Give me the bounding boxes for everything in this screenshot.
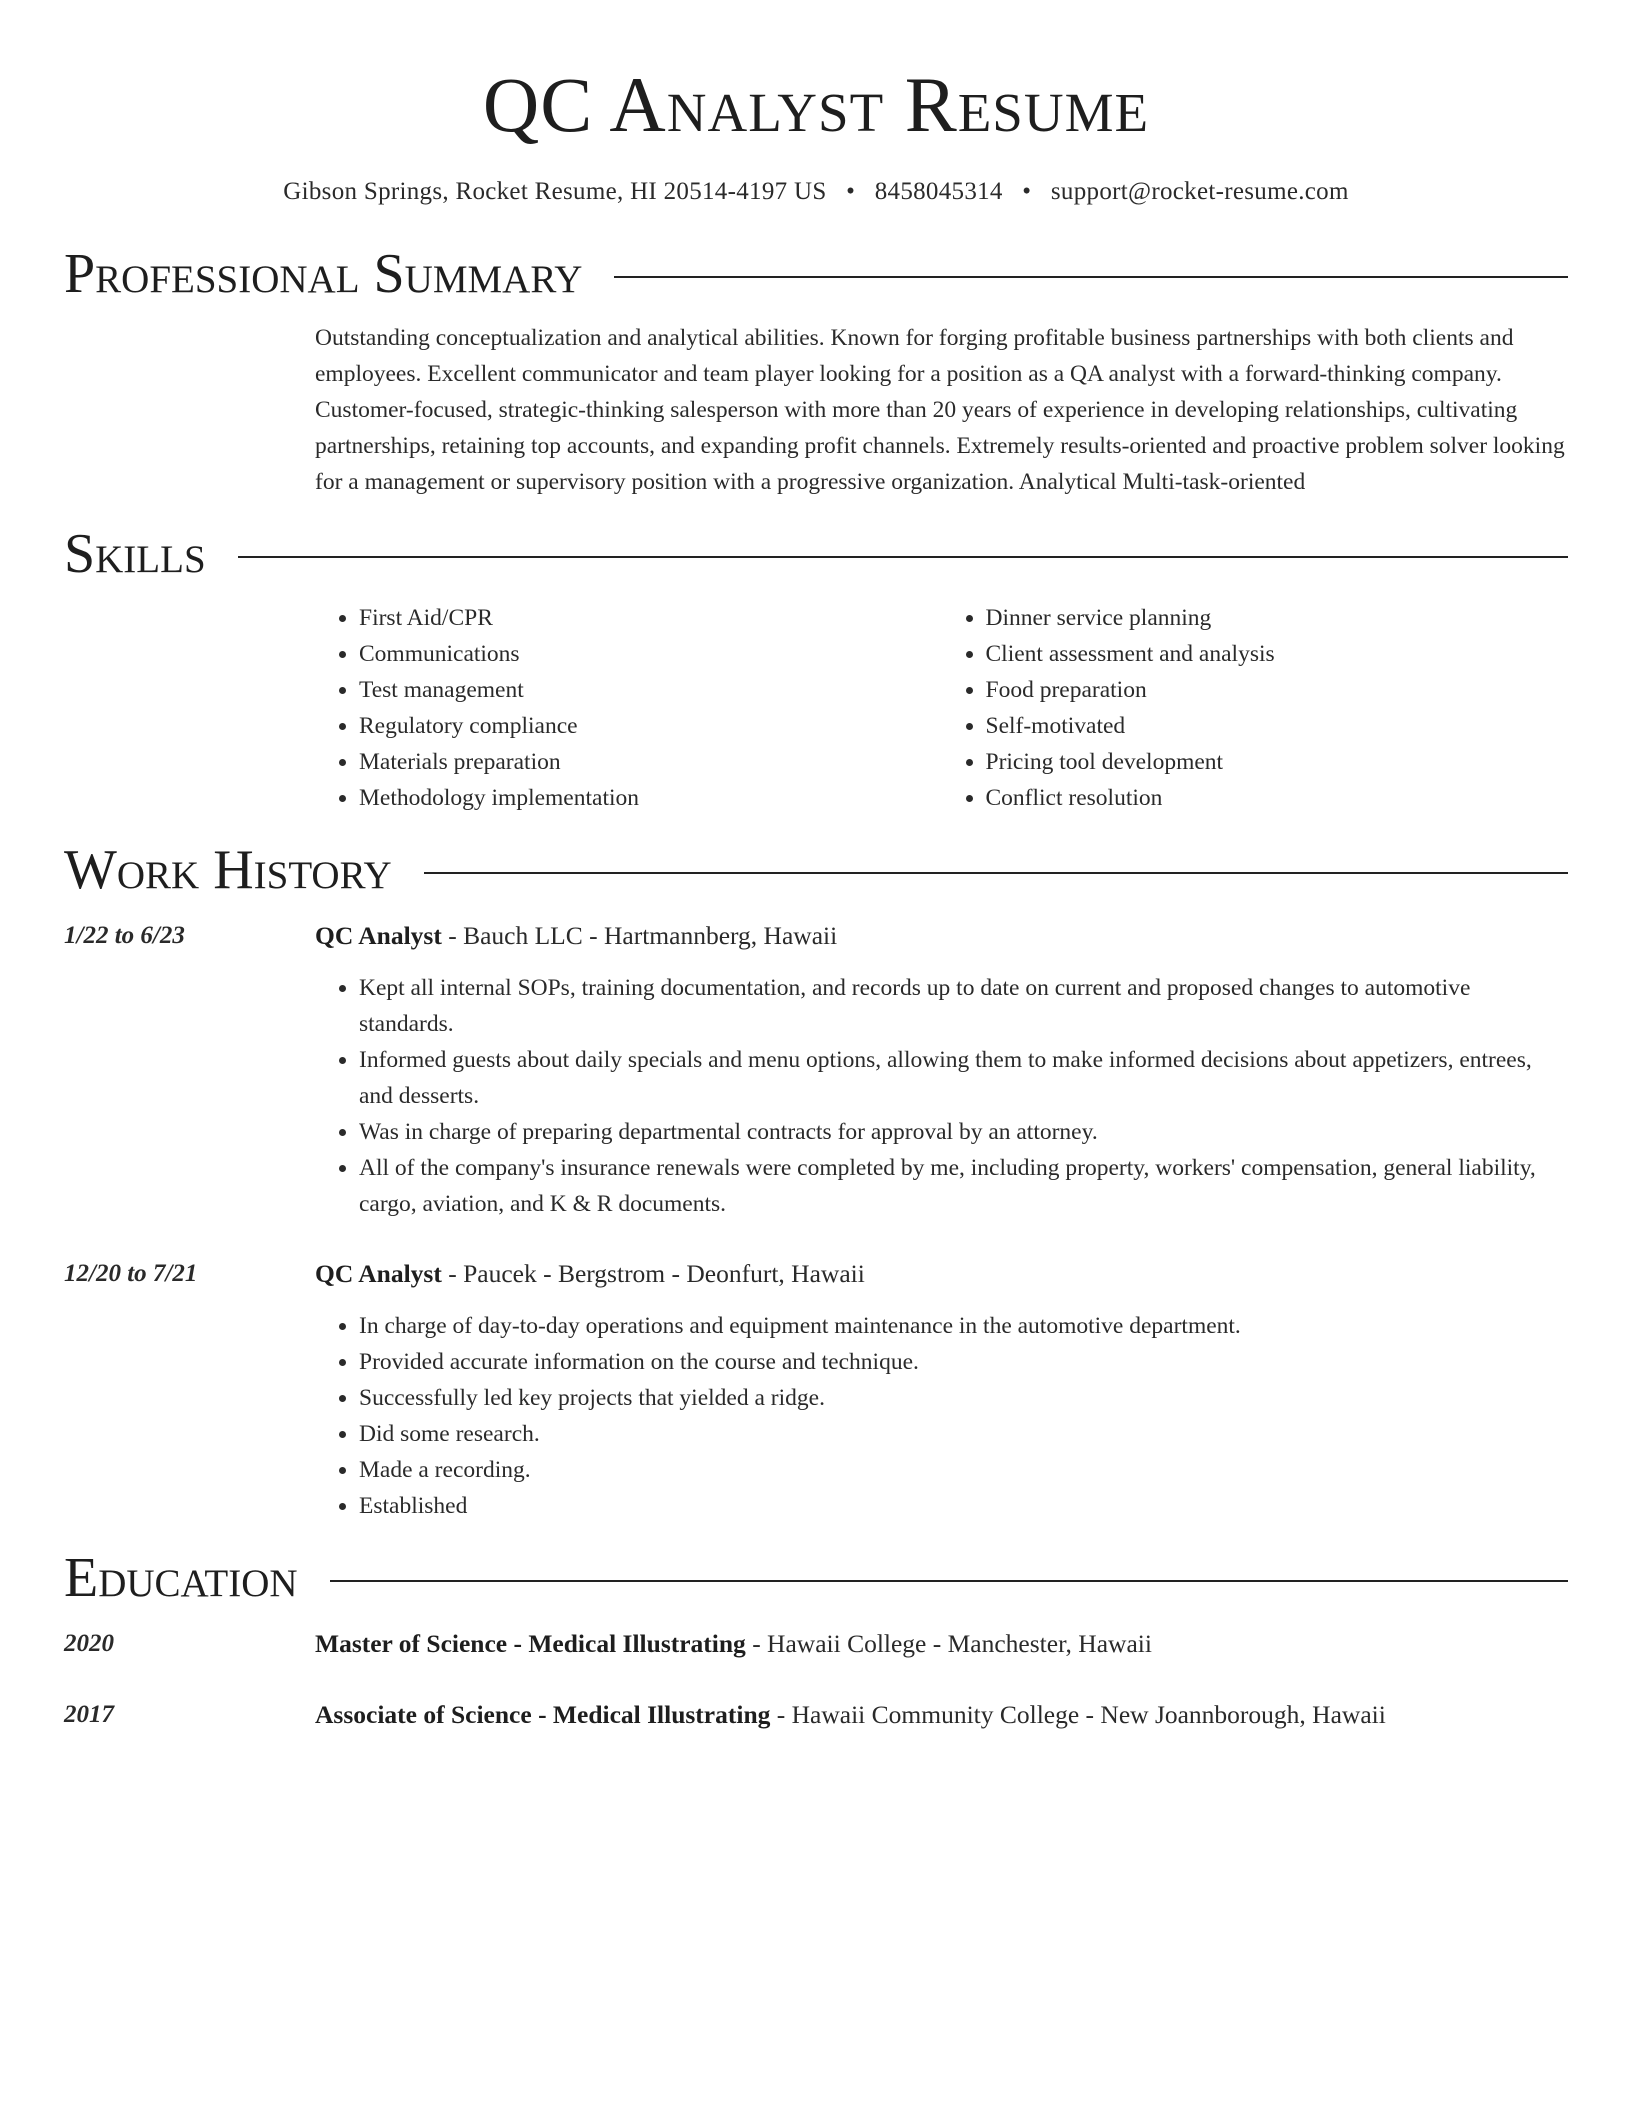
skill-item: • Regulatory compliance [359, 708, 942, 744]
section-divider [238, 556, 1568, 558]
job-entry [64, 918, 1568, 1222]
job-dates: 12/20 to 7/21 [64, 1260, 198, 1287]
job-bullet: • All of the company's insurance renewals were completed by me, including property, workers' compensation, general liability, cargo, aviation, and K & R documents. [359, 1150, 1568, 1222]
job-dates: 1/22 to 6/23 [64, 922, 185, 949]
skill-item: • First Aid/CPR [359, 600, 942, 636]
skill-item: • Test management [359, 672, 942, 708]
address: Gibson Springs, Rocket Resume, HI 20514-4197 US [283, 178, 827, 205]
education-entry [64, 1626, 1568, 1662]
contact-line [64, 176, 1568, 208]
summary-text: Outstanding conceptualization and analytical abilities. Known for forging profitable business partnerships with both clients and employees. Excellent communicator and team player looking for a position as a QA analyst with a forward-thinking company. Customer-focused, strategic-thinking salesperson with more than 20 years of experience in developing relationships, cultivating partnerships, retaining top accounts, and expanding profit channels. Extremely results-oriented and proactive problem solver looking for a management or supervisory position with a progressive organization. Analytical Multi-task-oriented [315, 325, 1565, 495]
job-bullets [315, 970, 1568, 1222]
separator-dot: • [1022, 178, 1032, 205]
email: support@rocket-resume.com [1050, 178, 1349, 205]
summary-section-header [64, 238, 1568, 310]
job-bullets [315, 1308, 1568, 1524]
skills-list [315, 600, 1568, 816]
education-entry [64, 1697, 1568, 1733]
school: - Hawaii College - Manchester, Hawaii [745, 1629, 1152, 1658]
school: - Hawaii Community College - New Joannborough, Hawaii [770, 1700, 1386, 1729]
skill-item: • Client assessment and analysis [986, 636, 1569, 672]
education-headline [315, 1626, 1568, 1662]
job-bullet: • In charge of day-to-day operations and equipment maintenance in the automotive department. [359, 1308, 1568, 1344]
job-bullet: • Did some research. [359, 1416, 1568, 1452]
skill-item: • Conflict resolution [986, 780, 1569, 816]
job-bullet: • Kept all internal SOPs, training documentation, and records up to date on current and proposed changes to automotive standards. [359, 970, 1568, 1042]
skill-item: • Methodology implementation [359, 780, 942, 816]
section-divider [330, 1580, 1568, 1582]
summary-heading: Professional Summary [64, 243, 583, 305]
summary-body [315, 320, 1568, 500]
skills-section-header [64, 518, 1568, 590]
work-heading: Work History [64, 839, 392, 901]
job-bullet: • Informed guests about daily specials and menu options, allowing them to make informed decisions about appetizers, entrees, and desserts. [359, 1042, 1568, 1114]
job-bullet: • Established [359, 1488, 1568, 1524]
skill-item: • Self-motivated [986, 708, 1569, 744]
job-bullet: • Successfully led key projects that yielded a ridge. [359, 1380, 1568, 1416]
job-company: - Bauch LLC - Hartmannberg, Hawaii [441, 921, 838, 950]
separator-dot: • [846, 178, 856, 205]
job-details [315, 918, 1568, 1222]
skill-item: • Food preparation [986, 672, 1569, 708]
skills-column-left [315, 600, 942, 816]
education-headline [315, 1697, 1568, 1733]
job-title: QC Analyst [315, 1259, 442, 1288]
education-heading: Education [64, 1547, 298, 1609]
education-section-header [64, 1542, 1568, 1614]
job-headline [315, 918, 1568, 954]
phone: 8458045314 [874, 178, 1003, 205]
job-title: QC Analyst [315, 921, 442, 950]
job-details [315, 1256, 1568, 1524]
education-year: 2017 [64, 1701, 114, 1728]
section-divider [424, 872, 1568, 874]
degree: Associate of Science - Medical Illustrating [315, 1700, 771, 1729]
skills-column-right [942, 600, 1569, 816]
resume-title: QC Analyst Resume [482, 61, 1150, 148]
job-entry [64, 1256, 1568, 1524]
section-divider [614, 276, 1568, 278]
education-year: 2020 [64, 1630, 114, 1657]
skill-item: • Materials preparation [359, 744, 942, 780]
job-bullet: • Provided accurate information on the course and technique. [359, 1344, 1568, 1380]
resume-page [64, 0, 1568, 1733]
work-section-header [64, 834, 1568, 906]
skill-item: • Dinner service planning [986, 600, 1569, 636]
job-headline [315, 1256, 1568, 1292]
job-company: - Paucek - Bergstrom - Deonfurt, Hawaii [441, 1259, 865, 1288]
degree: Master of Science - Medical Illustrating [315, 1629, 746, 1658]
skill-item: • Pricing tool development [986, 744, 1569, 780]
skills-heading: Skills [64, 523, 206, 585]
job-bullet: • Made a recording. [359, 1452, 1568, 1488]
skill-item: • Communications [359, 636, 942, 672]
job-bullet: • Was in charge of preparing departmental contracts for approval by an attorney. [359, 1114, 1568, 1150]
